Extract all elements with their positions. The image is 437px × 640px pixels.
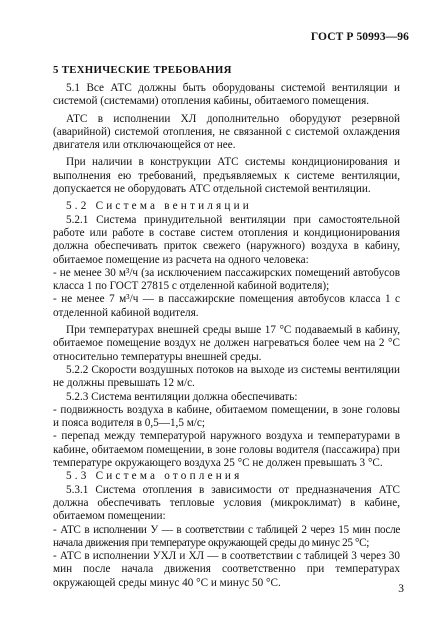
paragraph-xl-heating: АТС в исполнении ХЛ дополнительно оборудуют резервной (аварийной) системой отопления, не связанной с системой охлаждения двигателя или отключающейся от нее. <box>53 112 400 152</box>
list-item-version-u: - АТС в исполнении У — в соответствии с таблицей 2 через 15 мин после начала движения при температуре окружающей среды до минус 25 °С; <box>53 523 400 549</box>
list-item-temperature-difference: - перепад между температурой наружного воздуха и температурами в кабине, обитаемом помещении, в зоне головы водителя (пассажира) при температуре окружающего воздуха 25 °С не должен превышать 3 °С. <box>53 430 400 470</box>
subsection-ventilation-title: 5.2 Система вентиляции <box>66 200 252 213</box>
body-text <box>53 82 400 590</box>
list-item-30-m3: - не менее 30 м³/ч (за исключением пассажирских помещений автобусов класса 1 по ГОСТ 27815 с отделенной кабиной водителя); <box>53 266 400 293</box>
page-number: 3 <box>398 583 404 595</box>
paragraph-5-2-2: 5.2.2 Скорости воздушных потоков на выходе из системы вентиляции не должны превышать 12 м/с. <box>53 363 400 390</box>
list-item-air-mobility: - подвижность воздуха в кабине, обитаемом помещении, в зоне головы и пояса водителя в 0,5—1,5 м/с; <box>53 403 400 430</box>
paragraph-5-2-3: 5.2.3 Система вентиляции должна обеспечивать: <box>66 390 298 403</box>
list-item-7-m3: - не менее 7 м³/ч — в пассажирские помещения автобусов класса 1 с отделенной кабиной водителя. <box>53 293 400 319</box>
paragraph-5-1: 5.1 Все АТС должны быть оборудованы системой вентиляции и системой (системами) отопления кабины, обитаемого помещения. <box>53 82 400 108</box>
paragraph-temperature-17: При температурах внешней среды выше 17 °С подаваемый в кабину, обитаемое помещение воздух не должен нагреваться более чем на 2 °С относительно температуры внешней среды. <box>53 324 400 363</box>
section-title: 5 ТЕХНИЧЕСКИЕ ТРЕБОВАНИЯ <box>53 64 232 76</box>
document-header: ГОСТ Р 50993—96 <box>310 31 409 43</box>
paragraph-air-conditioning: При наличии в конструкции АТС системы кондиционирования и выполнения ею требований, предъявляемых к системе вентиляции, допускается не оборудовать АТС отдельной системой вентиляции. <box>53 156 400 196</box>
paragraph-5-2-1: 5.2.1 Система принудительной вентиляции при самостоятельной работе или работе в составе систем отопления и кондиционирования должна обеспечивать приток свежего (наружного) воздуха в кабину, обитаемое помещение из расчета на одного человека: <box>53 213 400 266</box>
list-item-version-uhl-hl: - АТС в исполнении УХЛ и ХЛ — в соответствии с таблицей 3 через 30 мин после начала движения соответственно при температурах окружающей среды минус 40 °С и минус 50 °С. <box>53 550 400 589</box>
subsection-heating-title: 5.3 Система отопления <box>66 470 243 483</box>
paragraph-5-3-1: 5.3.1 Система отопления в зависимости от предназначения АТС должна обеспечивать тепловые условия (микроклимат) в кабине, обитаемом помещении: <box>53 483 400 523</box>
